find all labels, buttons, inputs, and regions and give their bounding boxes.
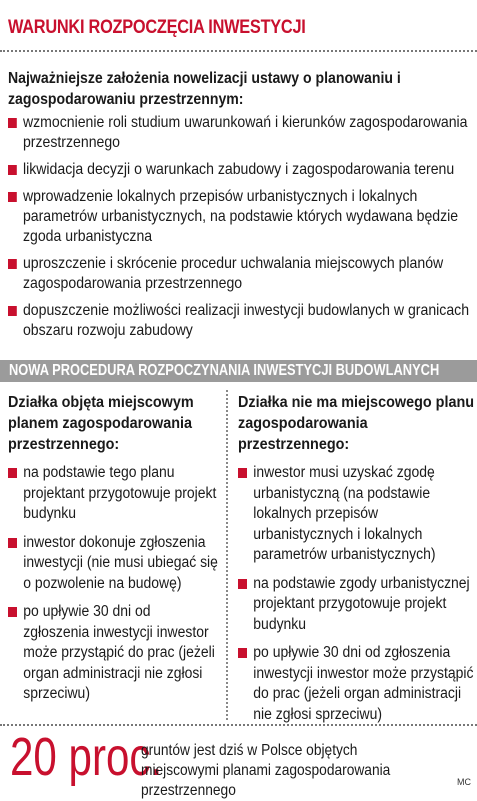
list-item-text: wzmocnienie roli studium uwarunkowań i kierunków zagospodarowania przestrzennego <box>22 114 468 151</box>
list-item <box>8 113 474 153</box>
author-credit: MC <box>457 777 471 787</box>
list-item-text: na podstawie tego planu projektant przygotowuje projekt budynku <box>23 464 217 522</box>
list-item <box>238 574 477 636</box>
bullet-square-icon <box>8 165 17 175</box>
procedure-banner-title: NOWA PROCEDURA ROZPOCZYNANIA INWESTYCJI BUDOWLANYCH <box>9 362 440 379</box>
list-item <box>238 463 477 566</box>
bullet-square-icon <box>238 468 247 478</box>
list-item-text: inwestor musi uzyskać zgodę urbanistyczną (na podstawie lokalnych przepisów urbanistycznych i lokalnych parametrów urbanistycznych) <box>253 464 436 563</box>
bullet-square-icon <box>8 118 17 128</box>
column-without-plan <box>238 392 477 733</box>
bullet-square-icon <box>8 192 17 202</box>
bullet-square-icon <box>8 538 17 548</box>
list-item-text: po upływie 30 dni od zgłoszenia inwestycji inwestor może przystąpić do prac (jeżeli organ administracji nie zgłosi sprzeciwu) <box>253 644 474 723</box>
column-divider <box>226 390 228 720</box>
list-item-text: likwidacja decyzji o warunkach zabudowy i zagospodarowania terenu <box>22 161 455 178</box>
bullet-square-icon <box>238 579 247 589</box>
stat-number: 20 proc. <box>10 727 163 787</box>
list-item-text: uproszczenie i skrócenie procedur uchwalania miejscowych planów zagospodarowania przestrzennego <box>22 255 444 292</box>
bottom-divider <box>0 724 477 726</box>
list-item <box>8 160 474 180</box>
list-item <box>8 533 220 595</box>
list-item-text: po upływie 30 dni od zgłoszenia inwestycji inwestor może przystąpić do prac (jeżeli organ administracji nie zgłosi sprzeciwu) <box>23 603 215 702</box>
bullet-square-icon <box>8 306 17 316</box>
list-item-text: na podstawie zgody urbanistycznej projektant przygotowuje projekt budynku <box>253 574 470 633</box>
bullet-square-icon <box>8 259 17 269</box>
bullet-square-icon <box>8 468 17 478</box>
bullet-square-icon <box>8 607 17 617</box>
assumptions-list <box>8 113 474 348</box>
infographic-title: WARUNKI ROZPOCZĘCIA INWESTYCJI <box>8 17 306 38</box>
list-item <box>8 254 474 294</box>
list-item <box>8 463 220 525</box>
intro-heading: Najważniejsze założenia nowelizacji ustawy o planowaniu i zagospodarowaniu przestrzennym: <box>8 70 401 108</box>
list-item <box>8 301 474 341</box>
list-item-text: wprowadzenie lokalnych przepisów urbanistycznych i lokalnych parametrów urbanistycznych, na podstawie których wydawana będzie zgoda urbanistyczna <box>22 188 459 245</box>
top-divider <box>0 50 477 52</box>
list-item-text: inwestor dokonuje zgłoszenia inwestycji (nie musi ubiegać się o pozwolenie na budowę) <box>23 533 218 592</box>
column-heading: Działka objęta miejscowym planem zagospodarowania przestrzennego: <box>8 394 194 453</box>
list-item <box>8 602 220 705</box>
list-item <box>238 643 477 725</box>
column-heading: Działka nie ma miejscowego planu zagospodarowania przestrzennego: <box>238 394 475 453</box>
list-item-text: dopuszczenie możliwości realizacji inwestycji budowlanych w granicach obszaru rozwoju zabudowy <box>22 302 470 339</box>
bullet-square-icon <box>238 648 247 658</box>
column-with-plan <box>8 392 220 713</box>
list-item <box>8 187 474 247</box>
stat-description: gruntów jest dziś w Polsce objętych miejscowymi planami zagospodarowania przestrzennego <box>141 742 391 799</box>
